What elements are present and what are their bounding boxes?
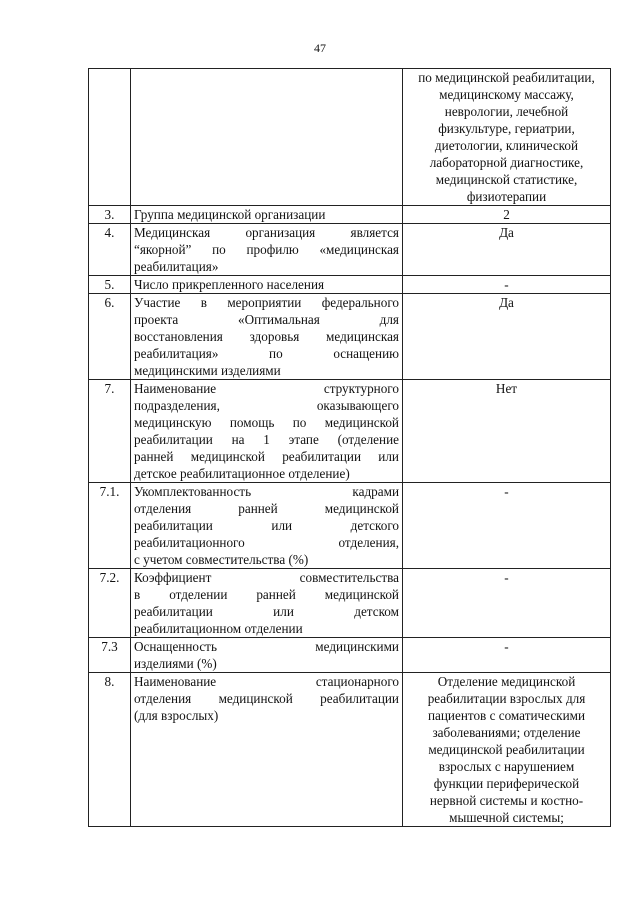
indicator-name-line: медицинскими изделиями bbox=[134, 363, 281, 378]
table-row bbox=[89, 569, 611, 638]
page-number: 47 bbox=[314, 41, 326, 55]
indicator-name bbox=[131, 638, 403, 673]
row-number: 7.3 bbox=[89, 638, 131, 673]
indicator-name-line: в отделении ранней медицинской bbox=[134, 587, 399, 602]
indicator-name-line: Медицинская организация является bbox=[134, 225, 399, 240]
indicator-name-line: Оснащенность медицинскими bbox=[134, 639, 399, 654]
indicator-name-line: “якорной” по профилю «медицинская bbox=[134, 242, 399, 257]
indicator-value-line: функции периферической bbox=[433, 776, 580, 791]
indicator-value-line: диетологии, клинической bbox=[434, 138, 579, 153]
indicator-name bbox=[131, 483, 403, 569]
row-number: 5. bbox=[89, 276, 131, 294]
indicator-name bbox=[131, 294, 403, 380]
indicator-value-line: Нет bbox=[495, 381, 518, 396]
indicator-name-line: отделения медицинской реабилитации bbox=[134, 691, 399, 706]
indicator-value-line: - bbox=[504, 277, 509, 292]
indicator-value-line: заболеваниями; отделение bbox=[432, 725, 581, 740]
indicator-name-line: Наименование структурного bbox=[134, 381, 399, 396]
indicator-name-line: Участие в мероприятии федерального bbox=[134, 295, 399, 310]
indicator-value bbox=[403, 569, 611, 638]
indicator-name-line: детское реабилитационное отделение) bbox=[134, 466, 350, 481]
indicator-value-line: мышечной системы; bbox=[449, 810, 564, 825]
row-number: 8. bbox=[89, 673, 131, 827]
indicator-name-line: (для взрослых) bbox=[134, 708, 219, 723]
indicator-name bbox=[131, 380, 403, 483]
indicator-value-line: Отделение медицинской bbox=[437, 674, 576, 689]
indicator-name bbox=[131, 276, 403, 294]
indicator-value-line: Да bbox=[499, 295, 514, 310]
indicator-name bbox=[131, 206, 403, 224]
indicator-name bbox=[131, 673, 403, 827]
indicator-name-line: реабилитации или детском bbox=[134, 604, 399, 619]
indicator-value bbox=[403, 276, 611, 294]
indicator-value-line: - bbox=[504, 484, 509, 499]
indicator-value-line: по медицинской реабилитации, bbox=[418, 70, 595, 85]
indicator-name-line: отделения ранней медицинской bbox=[134, 501, 399, 516]
indicator-value bbox=[403, 483, 611, 569]
indicator-value bbox=[403, 673, 611, 827]
indicator-value-line: Да bbox=[499, 225, 514, 240]
indicator-name-line: медицинскую помощь по медицинской bbox=[134, 415, 399, 430]
indicator-name-line: проекта «Оптимальная для bbox=[134, 312, 399, 327]
indicator-value bbox=[403, 206, 611, 224]
indicator-value-line: пациентов с соматическими bbox=[427, 708, 586, 723]
table-row bbox=[89, 638, 611, 673]
indicator-name-line: реабилитационном отделении bbox=[134, 621, 303, 636]
indicator-name-line: Коэффициент совместительства bbox=[134, 570, 399, 585]
indicator-name-line: реабилитация» по оснащению bbox=[134, 346, 399, 361]
row-number: 7.1. bbox=[89, 483, 131, 569]
indicator-name bbox=[131, 569, 403, 638]
indicator-name bbox=[131, 224, 403, 276]
indicator-value bbox=[403, 224, 611, 276]
indicator-value-line: медицинскому массажу, bbox=[439, 87, 574, 102]
indicator-value bbox=[403, 294, 611, 380]
indicator-name-line: реабилитации или детского bbox=[134, 518, 399, 533]
indicator-name-line: ранней медицинской реабилитации или bbox=[134, 449, 399, 464]
indicator-name-line: с учетом совместительства (%) bbox=[134, 552, 309, 567]
indicator-name-line: Наименование стационарного bbox=[134, 674, 399, 689]
row-number: 4. bbox=[89, 224, 131, 276]
indicator-name bbox=[131, 69, 403, 206]
table-row bbox=[89, 380, 611, 483]
row-number: 3. bbox=[89, 206, 131, 224]
table-row bbox=[89, 206, 611, 224]
indicator-value-line: физиотерапии bbox=[466, 189, 547, 204]
indicator-name-line: реабилитация» bbox=[134, 259, 219, 274]
row-number bbox=[89, 69, 131, 206]
indicator-name-line: Группа медицинской организации bbox=[134, 207, 326, 222]
indicator-value-line: неврологии, лечебной bbox=[444, 104, 569, 119]
indicator-name-line: реабилитационного отделения, bbox=[134, 535, 399, 550]
indicator-name-line: изделиями (%) bbox=[134, 656, 217, 671]
indicator-table bbox=[88, 68, 611, 827]
indicator-name-line: реабилитации на 1 этапе (отделение bbox=[134, 432, 399, 447]
row-number: 7. bbox=[89, 380, 131, 483]
table-row bbox=[89, 294, 611, 380]
table-row bbox=[89, 224, 611, 276]
row-number: 7.2. bbox=[89, 569, 131, 638]
indicator-value-line: нервной системы и костно- bbox=[429, 793, 584, 808]
indicator-value-line: реабилитации взрослых для bbox=[427, 691, 586, 706]
indicator-value-line: - bbox=[504, 639, 509, 654]
indicator-name-line: Число прикрепленного населения bbox=[134, 277, 325, 292]
table-row bbox=[89, 69, 611, 206]
table-row bbox=[89, 483, 611, 569]
indicator-value-line: лабораторной диагностике, bbox=[429, 155, 584, 170]
indicator-name-line: подразделения, оказывающего bbox=[134, 398, 399, 413]
table-body bbox=[89, 69, 611, 827]
row-number: 6. bbox=[89, 294, 131, 380]
indicator-value bbox=[403, 638, 611, 673]
indicator-value-line: 2 bbox=[503, 207, 510, 222]
indicator-name-line: восстановления здоровья медицинская bbox=[134, 329, 399, 344]
indicator-value-line: медицинской реабилитации bbox=[428, 742, 585, 757]
indicator-value-line: физкультуре, гериатрии, bbox=[438, 121, 575, 136]
indicator-value-line: медицинской статистике, bbox=[435, 172, 578, 187]
indicator-value bbox=[403, 69, 611, 206]
table-row bbox=[89, 673, 611, 827]
indicator-name-line: Укомплектованность кадрами bbox=[134, 484, 399, 499]
indicator-value-line: - bbox=[504, 570, 509, 585]
indicator-value bbox=[403, 380, 611, 483]
table-row bbox=[89, 276, 611, 294]
indicator-value-line: взрослых с нарушением bbox=[438, 759, 575, 774]
